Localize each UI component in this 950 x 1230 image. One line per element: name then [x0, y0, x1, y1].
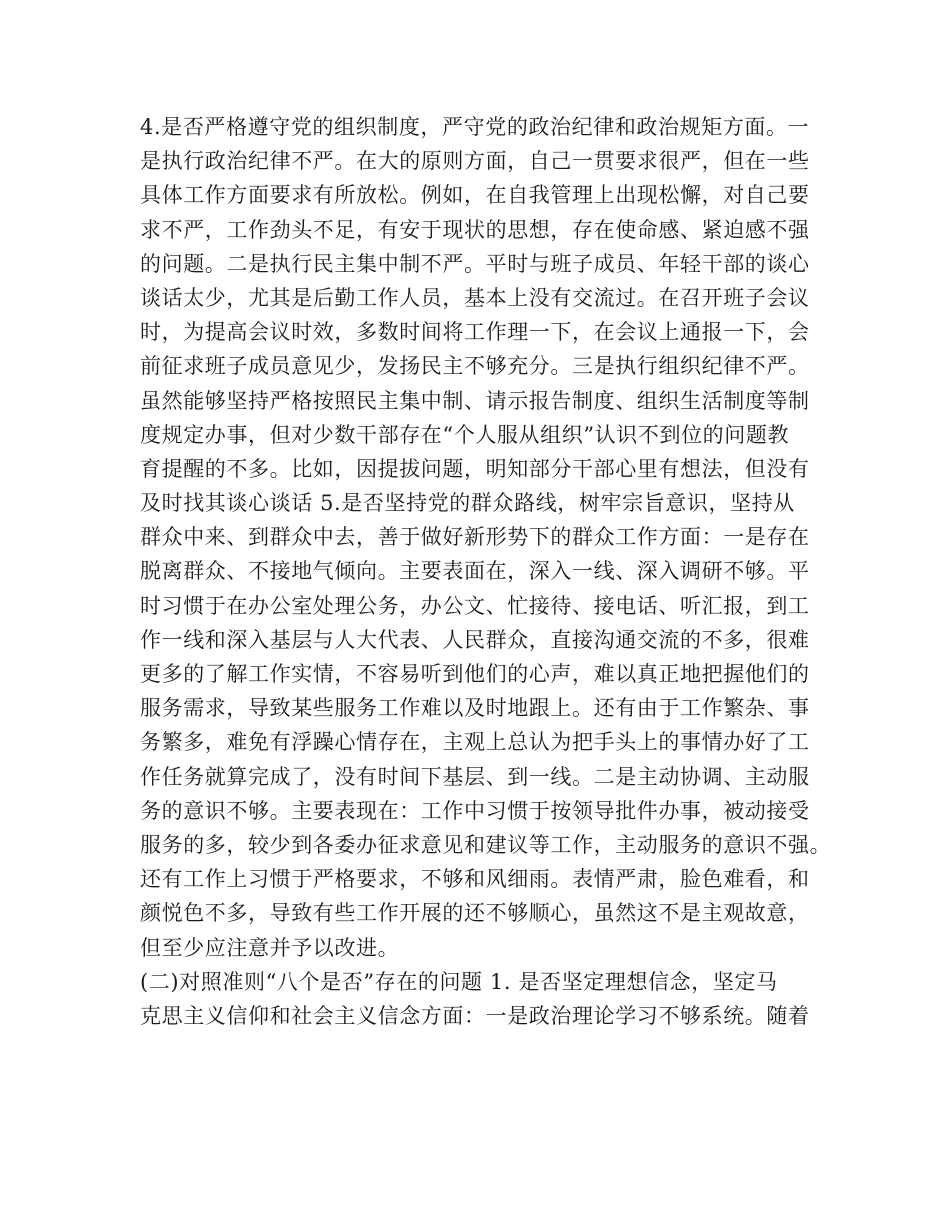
text-line: 前征求班子成员意见少，发扬民主不够充分。三是执行组织纪律不严。: [140, 354, 810, 379]
text-line: 群众中来、到群众中去，善于做好新形势下的群众工作方面：一是存在: [140, 525, 810, 550]
text-line: 服务需求，导致某些服务工作难以及时地跟上。还有由于工作繁杂、事: [140, 696, 810, 721]
text-line: 求不严，工作劲头不足，有安于现状的思想，存在使命感、紧迫感不强: [140, 217, 810, 242]
text-line: 服务的多，较少到各委办征求意见和建议等工作，主动服务的意识不强。: [140, 832, 832, 857]
text-line: 的问题。二是执行民主集中制不严。平时与班子成员、年轻干部的谈心: [140, 251, 810, 276]
text-line: 4.是否严格遵守党的组织制度，严守党的政治纪律和政治规矩方面。一: [140, 115, 810, 139]
text-line: 务繁多，难免有浮躁心情存在，主观上总认为把手头上的事情办好了工: [140, 730, 810, 755]
document-body: [140, 110, 830, 1033]
text-line: (二)对照准则“八个是否”存在的问题 1. 是否坚定理想信念，坚定马: [140, 969, 778, 994]
text-line: 谈话太少，尤其是后勤工作人员，基本上没有交流过。在召开班子会议: [140, 285, 810, 310]
text-line: 具体工作方面要求有所放松。例如，在自我管理上出现松懈，对自己要: [140, 183, 810, 208]
text-line: 克思主义信仰和社会主义信念方面：一是政治理论学习不够系统。随着: [140, 1003, 810, 1028]
text-line: 时习惯于在办公室处理公务，办公文、忙接待、接电话、听汇报，到工: [140, 593, 810, 618]
text-line: 颜悦色不多，导致有些工作开展的还不够顺心，虽然这不是主观故意，: [140, 901, 810, 926]
text-line: 脱离群众、不接地气倾向。主要表面在，深入一线、深入调研不够。平: [140, 559, 810, 584]
text-line: 但至少应注意并予以改进。: [140, 935, 400, 960]
text-line: 时，为提高会议时效，多数时间将工作理一下，在会议上通报一下，会: [140, 320, 810, 345]
text-line: 还有工作上习惯于严格要求，不够和风细雨。表情严肃，脸色难看，和: [140, 867, 810, 892]
text-line: 作任务就算完成了，没有时间下基层、到一线。二是主动协调、主动服: [140, 764, 810, 789]
text-line: 度规定办事，但对少数干部存在“个人服从组织”认识不到位的问题教: [140, 422, 790, 447]
text-line: 及时找其谈心谈话 5.是否坚持党的群众路线，树牢宗旨意识，坚持从: [140, 491, 795, 516]
text-line: 务的意识不够。主要表现在：工作中习惯于按领导批件办事，被动接受: [140, 798, 810, 823]
text-line: 是执行政治纪律不严。在大的原则方面，自己一贯要求很严，但在一些: [140, 149, 810, 174]
text-line: 育提醒的不多。比如，因提拔问题，明知部分干部心里有想法，但没有: [140, 456, 810, 481]
text-line: 更多的了解工作实情，不容易听到他们的心声，难以真正地把握他们的: [140, 662, 810, 686]
text-line: 作一线和深入基层与人大代表、人民群众，直接沟通交流的不多，很难: [140, 627, 810, 652]
text-line: 虽然能够坚持严格按照民主集中制、请示报告制度、组织生活制度等制: [140, 388, 810, 413]
